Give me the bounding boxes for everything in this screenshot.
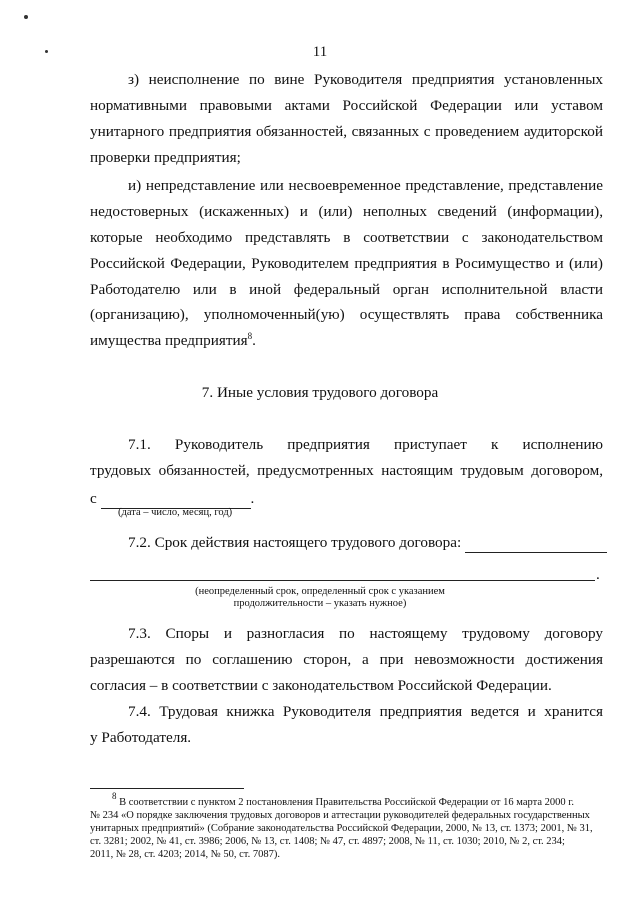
paragraph-i-line: (организацию), уполномоченный(ую) осуществлять права собственника <box>90 306 603 323</box>
paragraph-z-line: унитарного предприятия обязанностей, связанных с проведением аудиторской <box>90 123 603 140</box>
paragraph-i-line: Российской Федерации, Руководителем предприятия в Росимущество и (или) <box>90 255 603 272</box>
footnote-line: № 234 «О порядке заключения трудовых договоров и аттестации руководителей федеральных государственных <box>90 810 590 821</box>
term-caption-line: продолжительности – указать нужное) <box>233 598 407 609</box>
paragraph-7-2-line <box>128 534 603 553</box>
paragraph-7-3-line: разрешаются по соглашению сторон, а при невозможности достижения <box>90 651 603 668</box>
page-number: 11 <box>312 44 328 60</box>
scan-speck <box>24 15 28 19</box>
paragraph-z-line: нормативными правовыми актами Российской Федерации или уставом <box>90 97 603 114</box>
paragraph-7-3-line: 7.3. Споры и разногласия по настоящему трудовому договору <box>128 625 603 642</box>
footnote-mark: 8 <box>112 791 117 801</box>
footnote-first-line <box>112 791 603 809</box>
paragraph-7-1-line: трудовых обязанностей, предусмотренных настоящим трудовым договором, <box>90 462 603 479</box>
paragraph-i-line: и) непредставление или несвоевременное представление, представление <box>128 177 603 194</box>
term-period: . <box>596 566 600 583</box>
paragraph-7-4-line: у Работодателя. <box>90 729 192 746</box>
section-heading: 7. Иные условия трудового договора <box>201 384 439 401</box>
footnote-text: В соответствии с пунктом 2 постановления Правительства Российской Федерации от 16 марта 2000 г. <box>119 797 574 808</box>
date-caption: (дата – число, месяц, год) <box>118 507 233 518</box>
footnote-line: унитарных предприятий» (Собрание законодательства Российской Федерации, 2000, № 13, ст. 1373; 2001, № 31, <box>90 823 593 834</box>
paragraph-7-2-text: 7.2. Срок действия настоящего трудового договора: <box>128 534 462 551</box>
term-caption-line: (неопределенный срок, определенный срок с указанием <box>195 586 445 597</box>
term-blank <box>465 534 607 553</box>
paragraph-z-line: проверки предприятия; <box>90 149 241 166</box>
term-blank-line <box>90 580 595 581</box>
paragraph-i-line: недостоверных (искаженных) и (или) неполных сведений (информации), <box>90 203 603 220</box>
footnote-line: 2011, № 28, ст. 4203; 2014, № 50, ст. 7087). <box>90 849 280 860</box>
from-word: с <box>90 490 97 507</box>
footnote-reference: 8 <box>247 331 253 341</box>
date-period: . <box>250 490 255 507</box>
paragraph-7-3-line: согласия – в соответствии с законодательством Российской Федерации. <box>90 677 552 694</box>
paragraph-z-line: з) неисполнение по вине Руководителя предприятия установленных <box>128 71 603 88</box>
paragraph-i-period: . <box>252 332 256 349</box>
paragraph-7-1-line: 7.1. Руководитель предприятия приступает к исполнению <box>128 436 603 453</box>
paragraph-i-last-line <box>90 332 603 350</box>
footnote-line: ст. 3281; 2002, № 41, ст. 3986; 2006, № 13, ст. 1408; № 47, ст. 4897; 2008, № 11, ст. 1030; 2010, № 2, ст. 234; <box>90 836 565 847</box>
footnote-separator <box>90 788 244 789</box>
paragraph-i-text: имущества предприятия <box>90 332 248 349</box>
paragraph-i-line: которые необходимо представлять в соответствии с законодательством <box>90 229 603 246</box>
paragraph-i-line: Работодателю или в иной федеральный орган исполнительной власти <box>90 281 603 298</box>
paragraph-7-4-line: 7.4. Трудовая книжка Руководителя предприятия ведется и хранится <box>128 703 603 720</box>
